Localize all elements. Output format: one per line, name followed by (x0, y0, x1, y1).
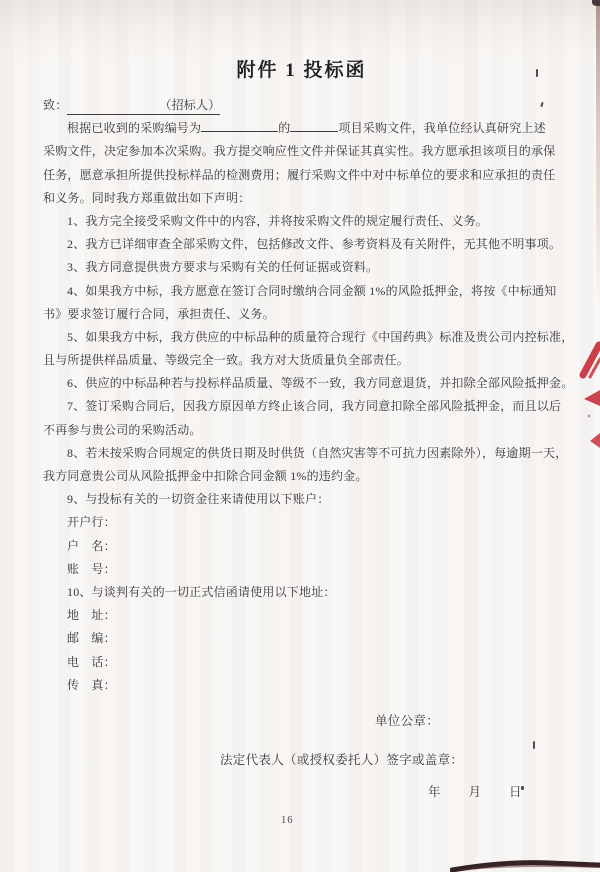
clause-line: 7、签订采购合同后，因我方原因单方终止该合同，我方同意扣除全部风险抵押金，而且以后 (67, 399, 562, 414)
blank-line (201, 117, 278, 132)
addressee-hint: （招标人） (159, 98, 221, 112)
clause-line: 6、供应的中标品种若与投标样品质量、等级不一致，我方同意退货，并扣除全部风险抵押金。 (67, 376, 574, 391)
clause-line: 书》要求签订履行合同，承担责任、义务。 (43, 306, 275, 321)
address-field-label: 地 址： (67, 608, 116, 623)
seal-label: 单位公章： (375, 713, 440, 728)
clause-line: 我方同意贵公司从风险抵押金中扣除合同金额 1%的违约金。 (43, 469, 368, 483)
clause-line: 2、我方已详细审查全部采购文件，包括修改文件、参考资料及有关附件，无其他不明事项。 (67, 237, 562, 252)
document-body (43, 56, 574, 804)
address-field-label: 传 真： (67, 677, 116, 692)
addressee-line (43, 94, 560, 117)
clause-line: 3、我方同意提供贵方要求与采购有关的任何证据或资料。 (67, 260, 379, 275)
clause-line: 且与所提供样品质量、等级完全一致。我方对大货质量负全部责任。 (43, 353, 410, 368)
clause-line: 10、与谈判有关的一切正式信函请使用以下地址： (67, 584, 336, 599)
page-number: 16 (281, 815, 294, 826)
page-corner-shadow (450, 854, 600, 872)
scan-edge-shadow (596, 0, 600, 305)
date-label: 年 月 日 (428, 785, 523, 800)
clause-line: 5、如果我方中标，我方供应的中标品种的质量符合现行《中国药典》标准及贵公司内控标准， (67, 329, 574, 344)
intro-line (43, 117, 560, 140)
red-stamp-fragment-icon (570, 340, 600, 460)
scan-speck (592, 0, 600, 6)
bank-field-label: 开户行： (67, 515, 116, 530)
legal-rep-signature-label: 法定代表人（或授权委托人）签字或盖章： (220, 753, 464, 768)
intro-text: 的 (278, 121, 291, 136)
clause-line: 4、如果我方中标，我方愿意在签订合同时缴纳合同金额 1%的风险抵押金，将按《中标通知 (67, 283, 557, 298)
intro-text: 项目采购文件，我单位经认真研究上述 (338, 121, 546, 136)
bank-field-label: 账 号： (67, 561, 116, 576)
address-field-label: 电 话： (67, 654, 116, 669)
blank-line (290, 117, 338, 132)
addressee-label: 致： (43, 98, 68, 112)
clause-line: 9、与投标有关的一切资金往来请使用以下账户： (67, 492, 330, 507)
page-title: 附件 1 投标函 (236, 60, 367, 81)
bank-field-label: 户 名： (67, 538, 116, 553)
blank-line (67, 99, 159, 109)
address-field-label: 邮 编： (67, 631, 116, 646)
intro-line: 和义务。同时我方郑重做出如下声明： (43, 190, 251, 205)
clause-line: 8、若未按采购合同规定的供货日期及时供货（自然灾害等不可抗力因素除外），每逾期一天， (67, 445, 568, 460)
clause-line: 1、我方完全接受采购文件中的内容，并将按采购文件的规定履行责任、义务。 (67, 213, 489, 228)
intro-line: 任务，愿意承担所提供投标样品的检测费用；履行采购文件中对中标单位的要求和应承担的责任 (43, 167, 556, 182)
clause-line: 不再参与贵公司的采购活动。 (43, 422, 202, 437)
intro-line: 采购文件，决定参加本次采购。我方提交响应性文件并保证其真实性。我方愿承担该项目的承保 (43, 144, 556, 159)
addressee-blank-line (67, 97, 220, 115)
intro-text: 根据已收到的采购编号为 (67, 121, 202, 136)
